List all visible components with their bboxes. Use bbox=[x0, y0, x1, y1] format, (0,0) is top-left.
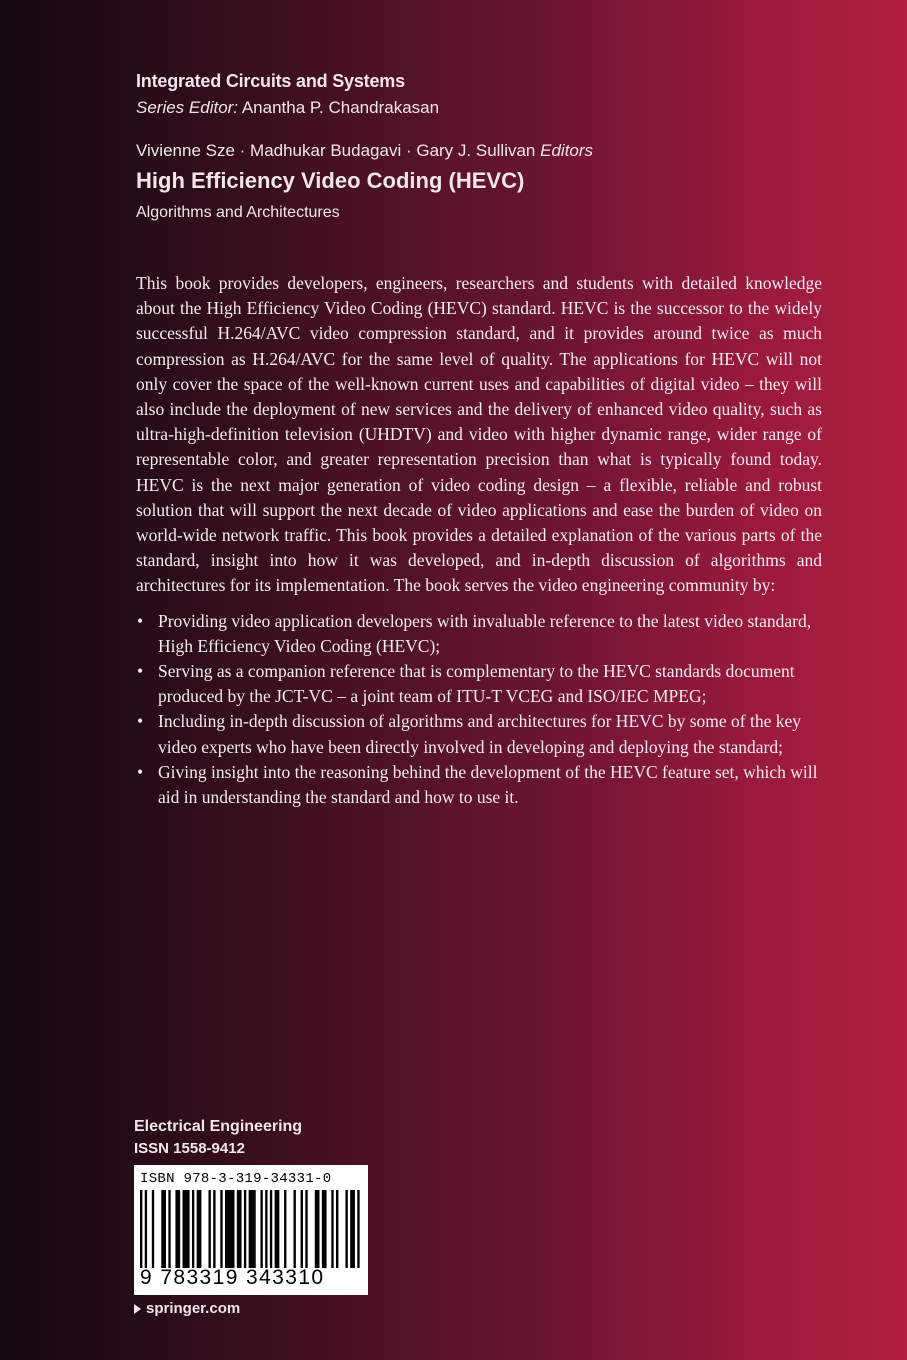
ean-digits: 9 783319 343310 bbox=[140, 1266, 325, 1289]
book-editors-line bbox=[136, 140, 836, 162]
book-title: High Efficiency Video Coding (HEVC) bbox=[136, 168, 525, 193]
list-item-text: Including in-depth discussion of algorithms and architectures for HEVC by some of the key video experts who have been directly involved in developing and deploying the standard; bbox=[158, 711, 801, 757]
barcode-bars bbox=[140, 1190, 362, 1268]
series-editor-label: Series Editor: bbox=[136, 98, 239, 117]
list-item-text: Providing video application developers with invaluable reference to the latest video standard, High Efficiency Video Coding (HEVC); bbox=[158, 610, 812, 656]
description-paragraph: This book provides developers, engineers, researchers and students with detailed knowledge about the High Efficiency Video Coding (HEVC) standard. HEVC is the successor to the widely successful H.264/AVC video compression standard, and it provides around twice as much compression as H.264/AVC for the same level of quality. The applications for HEVC will not only cover the space of the well-known current uses and capabilities of digital video – they will also include the deployment of new services and the delivery of enhanced video quality, such as ultra-high-definition television (UHDTV) and video with higher dynamic range, wider range of representable color, and greater representation precision than what is typically found today. HEVC is the next major generation of video coding design – a flexible, reliable and robust solution that will support the next decade of video applications and ease the burden of video on world-wide network traffic. This book provides a detailed explanation of the various parts of the standard, insight into how it was developed, and in-depth discussion of algorithms and architectures for its implementation. The book serves the video engineering community by: bbox=[136, 273, 822, 596]
book-description bbox=[136, 271, 822, 810]
book-editors: Vivienne Sze · Madhukar Budagavi · Gary J. Sullivan bbox=[136, 141, 536, 160]
publisher-website[interactable] bbox=[134, 1299, 240, 1319]
website-label: springer.com bbox=[146, 1300, 241, 1317]
series-editor-name: Anantha P. Chandrakasan bbox=[241, 98, 440, 117]
list-item-text: Serving as a companion reference that is complementary to the HEVC standards document produced by the JCT-VC – a joint team of ITU-T VCEG and ISO/IEC MPEG; bbox=[158, 661, 795, 707]
series-title: Integrated Circuits and Systems bbox=[136, 71, 405, 91]
arrow-right-icon bbox=[134, 1304, 141, 1314]
list-item bbox=[136, 609, 822, 659]
book-editors-role: Editors bbox=[540, 141, 594, 160]
series-editor-line bbox=[136, 97, 836, 119]
book-subtitle: Algorithms and Architectures bbox=[136, 204, 340, 221]
feature-list bbox=[136, 609, 822, 811]
list-item-text: Giving insight into the reasoning behind the development of the HEVC feature set, which will aid in understanding the standard and how to use it. bbox=[158, 761, 818, 808]
bullet-icon: • bbox=[137, 711, 144, 732]
subject-category: Electrical Engineering bbox=[134, 1118, 303, 1135]
bullet-icon: • bbox=[137, 761, 144, 782]
series-header bbox=[136, 70, 836, 223]
list-item bbox=[136, 760, 822, 810]
isbn-barcode bbox=[134, 1165, 368, 1295]
isbn-label: ISBN 978-3-319-34331-0 bbox=[140, 1171, 332, 1187]
bullet-icon: • bbox=[137, 610, 144, 631]
issn-number: ISSN 1558-9412 bbox=[134, 1140, 245, 1157]
list-item bbox=[136, 709, 822, 759]
bullet-icon: • bbox=[137, 661, 144, 682]
list-item bbox=[136, 659, 822, 709]
classification-block bbox=[134, 1116, 434, 1160]
